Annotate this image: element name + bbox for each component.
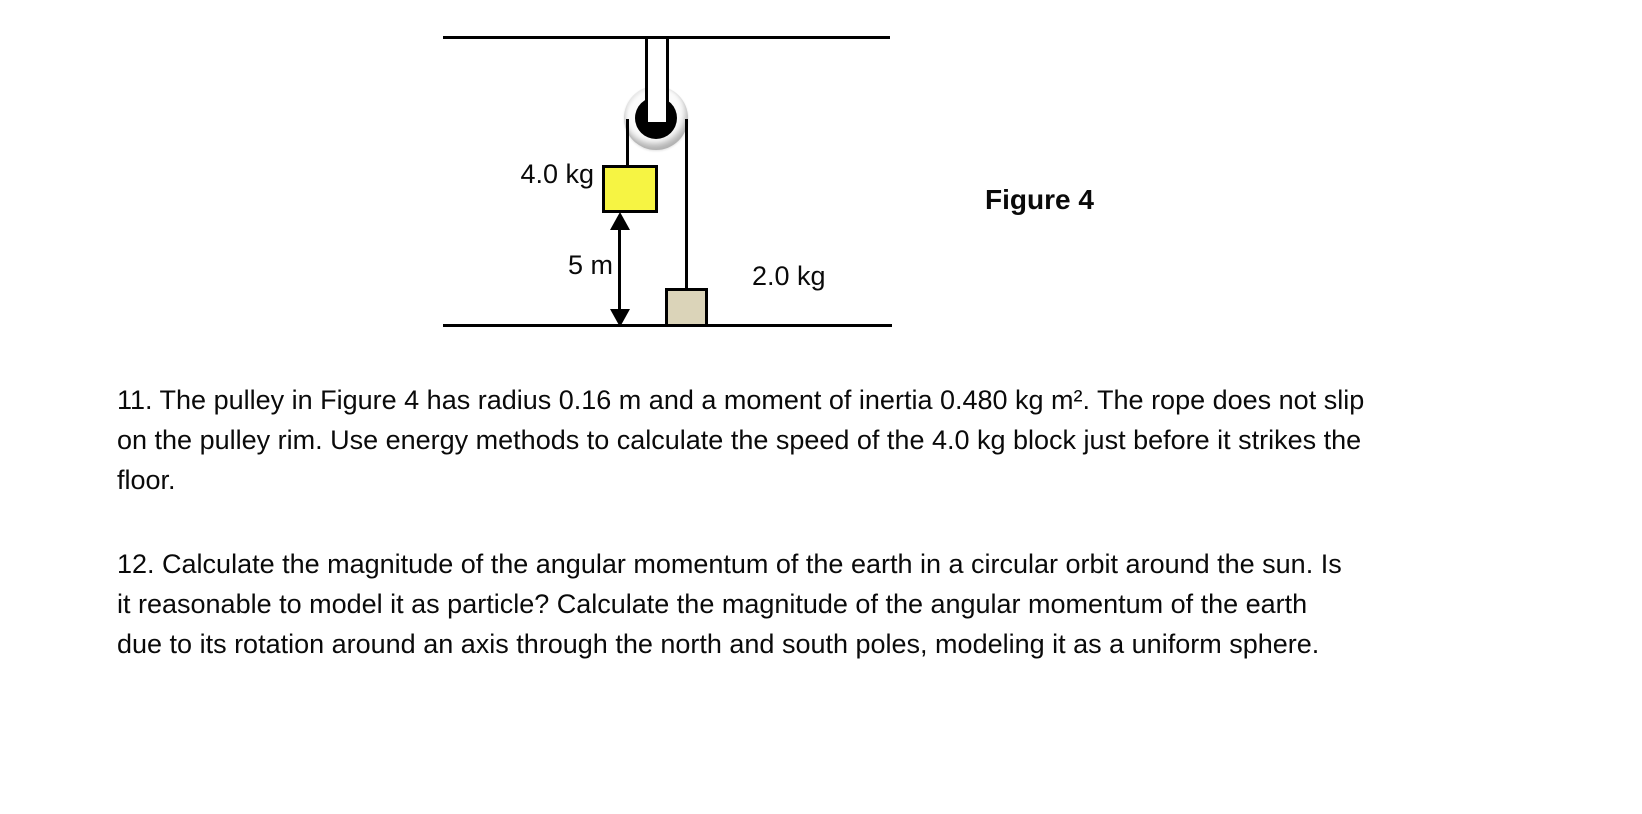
figure-caption: Figure 4 xyxy=(985,184,1094,215)
problem-11-line-2: on the pulley rim. Use energy methods to calculate the speed of the 4.0 kg block just before it strikes the xyxy=(117,425,1362,455)
problem-11-line-3: floor. xyxy=(117,465,176,495)
label-4kg: 4.0 kg xyxy=(520,159,594,189)
problem-12 xyxy=(117,544,1342,664)
problem-11 xyxy=(117,380,1364,500)
pulley-figure xyxy=(0,0,1642,360)
arrow-up-icon xyxy=(610,212,630,230)
arrow-down-icon xyxy=(610,309,630,327)
pulley-bracket xyxy=(645,39,669,122)
block-2kg xyxy=(665,288,708,327)
problem-11-line-1: 11. The pulley in Figure 4 has radius 0.16 m and a moment of inertia 0.480 kg m². The rope does not slip xyxy=(117,385,1365,415)
rope-right xyxy=(685,119,688,289)
problem-12-line-1: 12. Calculate the magnitude of the angular momentum of the earth in a circular orbit around the sun. Is xyxy=(117,549,1342,579)
block-4kg xyxy=(602,165,658,213)
label-2kg: 2.0 kg xyxy=(752,261,826,291)
distance-arrow-shaft xyxy=(618,226,621,312)
label-distance-5m: 5 m xyxy=(567,250,613,280)
rope-left xyxy=(626,119,629,166)
problem-12-line-2: it reasonable to model it as particle? Calculate the magnitude of the angular momentum of the earth xyxy=(117,589,1308,619)
problem-12-line-3: due to its rotation around an axis through the north and south poles, modeling it as a uniform sphere. xyxy=(117,629,1320,659)
